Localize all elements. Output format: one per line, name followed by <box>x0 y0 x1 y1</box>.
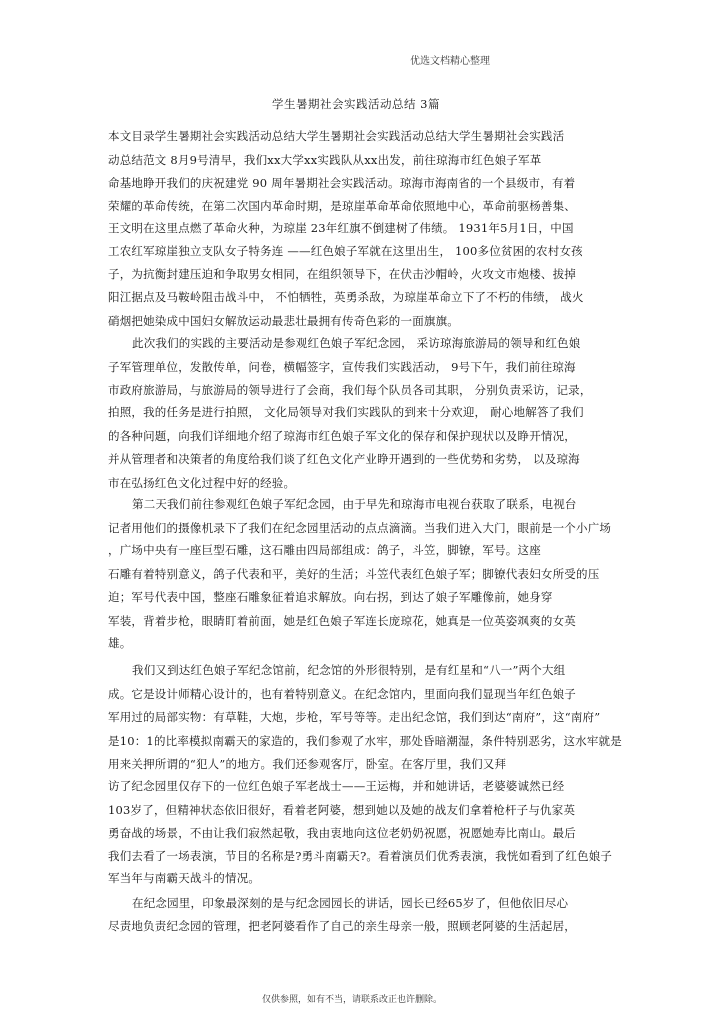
paragraph-line: 成。它是设计师精心设计的，也有着特别意义。在纪念馆内，里面向我们显现当年红色娘子 <box>108 687 576 701</box>
paragraph-line: 军装，背着步枪，眼睛盯着前面，她是红色娘子军连长庞琼花，她真是一位英姿飒爽的女英 <box>108 614 576 628</box>
paragraph-line: 并从管理者和决策者的角度给我们谈了红色文化产业睁开遇到的一些优势和劣势， 以及琼海 <box>108 452 580 466</box>
document-title: 学生暑期社会实践活动总结 3篇 <box>272 97 440 111</box>
paragraph-line: 军用过的局部实物：有草鞋，大炮，步枪，军号等等。走出纪念馆，我们到达“南府”，这“南府” <box>108 710 601 724</box>
paragraph-line: 子军管理单位，发散传单，问卷，横幅签字，宣传我们实践活动， 9号下午，我们前往琼海 <box>108 360 576 374</box>
paragraph-line: 军当年与南霸天战斗的情况。 <box>108 871 261 885</box>
paragraph-line: 勇奋战的场景，不由让我们寂然起敬，我由衷地向这位老奶奶祝愿，祝愿她寿比南山。最后 <box>108 826 576 840</box>
paragraph-line: 迫；军号代表中国，整座石雕象征着追求解放。向右拐，到达了娘子军雕像前，她身穿 <box>108 590 553 604</box>
paragraph-line: 市在弘扬红色文化过程中好的经验。 <box>108 476 296 490</box>
paragraph-line: 王文明在这里点燃了革命火种，为琼崖 23年红旗不倒建树了伟绩。 1931年5月1日，中国 <box>108 221 574 235</box>
paragraph-line: 石雕有着特别意义，鸽子代表和平，美好的生活；斗笠代表红色娘子军；脚镣代表妇女所受的压 <box>108 567 600 581</box>
paragraph-line: 工农红军琼崖独立支队女子特务连 ——红色娘子军就在这里出生， 100多位贫困的农村女孩 <box>108 244 583 258</box>
footer-note: 仅供参照，如有不当，请联系改正也许删除。 <box>262 995 443 1005</box>
paragraph-line: 拍照，我的任务是进行拍照， 文化局领导对我们实践队的到来十分欢迎， 耐心地解答了我们 <box>108 405 584 419</box>
paragraph-line: 的各种问题，向我们详细地介绍了琼海市红色娘子军文化的保存和保护现状以及睁开情况， <box>108 429 576 443</box>
paragraph-line: 第二天我们前往参观红色娘子军纪念园，由于早先和琼海市电视台获取了联系，电视台 <box>132 497 577 511</box>
paragraph-line: 荣耀的革命传统，在第二次国内革命时期，是琼崖革命革命依照地中心，革命前驱杨善集、 <box>108 199 576 213</box>
paragraph-line: 我们去看了一场表演，节目的名称是?勇斗南霸天?。看着演员们优秀表演，我恍如看到了红色娘子 <box>108 849 613 863</box>
paragraph-line: ，广场中央有一座巨型石雕，这石雕由四局部组成：鸽子，斗笠，脚镣，军号。这座 <box>108 543 541 557</box>
paragraph-line: 用来关押所谓的“犯人”的地方。我们还参观客厅，卧室。在客厅里，我们又拜 <box>108 757 507 771</box>
paragraph-line: 命基地睁开我们的庆祝建党 90 周年暑期社会实践活动。琼海市海南省的一个县级市，有着 <box>108 176 576 190</box>
paragraph-line: 市政府旅游局，与旅游局的领导进行了会商，我们每个队员各司其职， 分别负责采访，记录， <box>108 383 592 397</box>
paragraph-line: 动总结范文 8月9号清早，我们xx大学xx实践队从xx出发，前往琼海市红色娘子军革 <box>108 153 542 167</box>
paragraph-line: 在纪念园里，印象最深刻的是与纪念园园长的讲话，园长已经65岁了，但他依旧尽心 <box>132 896 569 910</box>
paragraph-line: 103岁了，但精神状态依旧很好，看着老阿婆，想到她以及她的战友们拿着枪杆子与仇家英 <box>108 803 576 817</box>
paragraph-line: 我们又到达红色娘子军纪念馆前，纪念馆的外形很特别，是有红星和“八一”两个大组 <box>132 663 566 677</box>
paragraph-line: 此次我们的实践的主要活动是参观红色娘子军纪念园， 采访琼海旅游局的领导和红色娘 <box>132 336 581 350</box>
paragraph-line: 阳江据点及马鞍岭阻击战斗中， 不怕牺牲，英勇杀敌，为琼崖革命立下了不朽的伟绩， 战火 <box>108 290 584 304</box>
paragraph-line: 硝烟把她染成中国妇女解放运动最悲壮最拥有传奇色彩的一面旗旗。 <box>108 314 459 328</box>
paragraph-line: 尽责地负责纪念园的管理，把老阿婆看作了自己的亲生母亲一般，照顾老阿婆的生活起居， <box>108 919 576 933</box>
paragraph-line: 记者用他们的摄像机录下了我们在纪念园里活动的点点滴滴。当我们进入大门，眼前是一个小广场 <box>108 521 612 535</box>
paragraph-line: 是10：1的比率模拟南霸天的家造的，我们参观了水牢，那处昏暗潮湿，条件特别恶劣，这水牢就是 <box>108 734 622 748</box>
paragraph-line: 访了纪念园里仅存下的一位红色娘子军老战士——王运梅，并和她讲话，老婆婆诚然已经 <box>108 779 565 793</box>
paragraph-line: 本文目录学生暑期社会实践活动总结大学生暑期社会实践活动总结大学生暑期社会实践活 <box>108 129 565 143</box>
paragraph-line: 子，为抗衡封建压迫和争取男女相同，在组织领导下，在伏击沙帽岭，火攻文市炮楼、拔掉 <box>108 267 576 281</box>
header-note: 优选文档精心整理 <box>410 56 490 67</box>
paragraph-line: 雄。 <box>108 636 132 650</box>
